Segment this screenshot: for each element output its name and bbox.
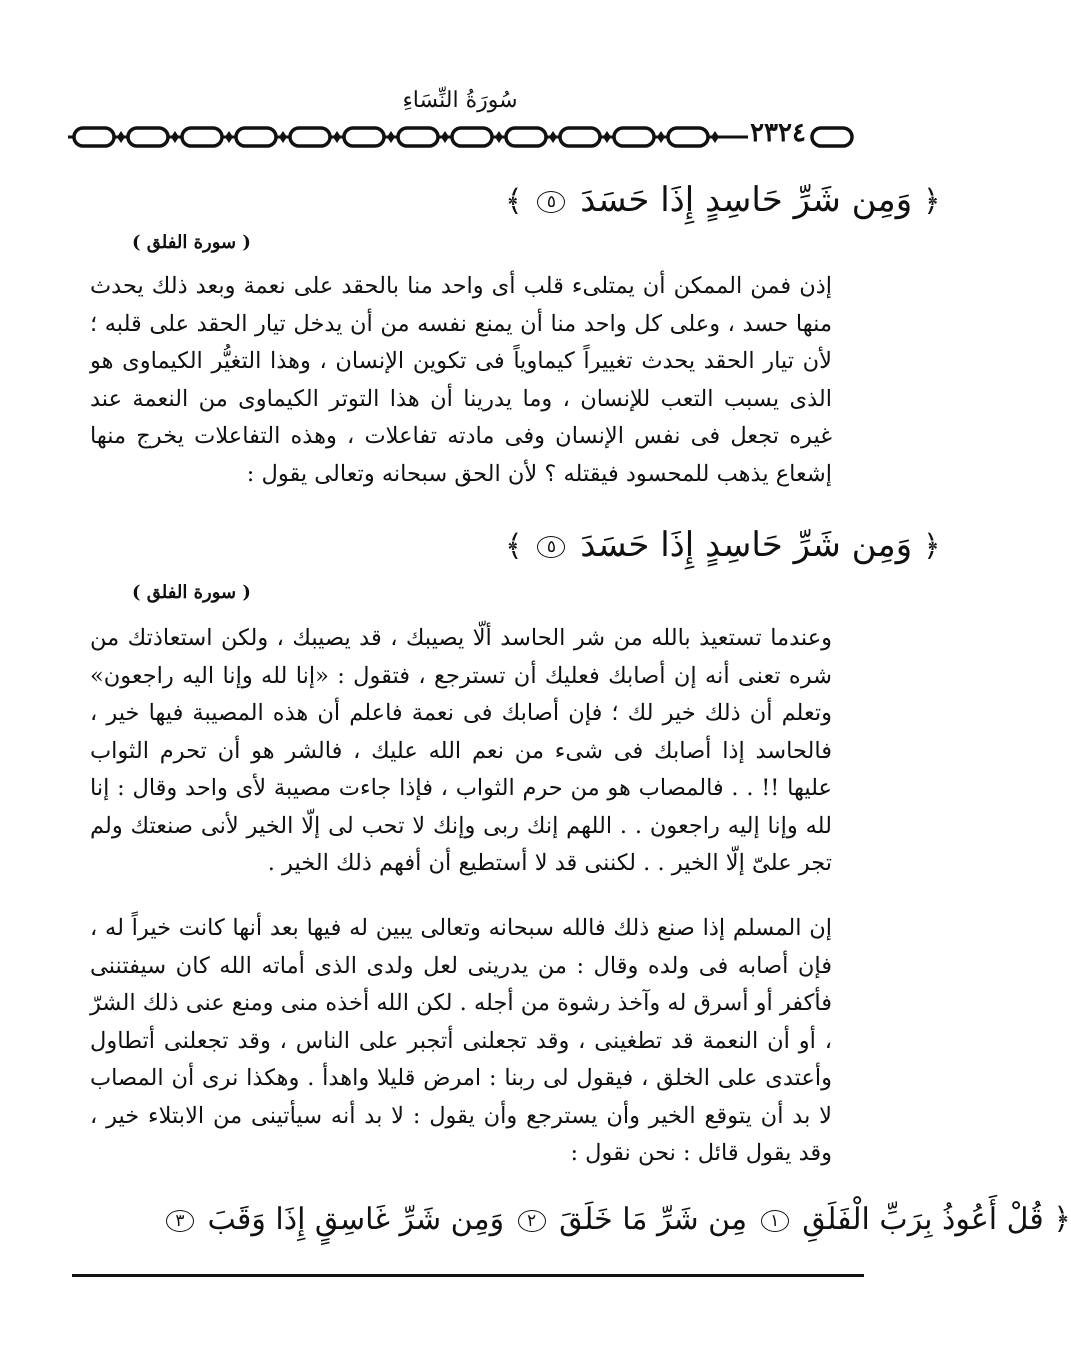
surah-title: سُورَةُ النِّسَاءِ <box>402 88 518 113</box>
verse-number: ١ <box>761 1210 789 1232</box>
verse-text: وَمِن شَرِّ غَاسِقٍ إِذَا وَقَبَ <box>207 1202 505 1237</box>
footer-rule <box>72 1274 864 1277</box>
verse-bracket-close: ﴾ <box>505 529 523 564</box>
verse-text: قُلْ أَعُوذُ بِرَبِّ الْفَلَقِ <box>802 1202 1044 1237</box>
verse-bracket-open: ﴿ <box>922 529 941 564</box>
quran-verse <box>505 525 941 565</box>
verse-number: ٥ <box>537 536 565 558</box>
paragraph <box>90 268 832 493</box>
surah-citation: ( سورة الفلق ) <box>132 232 251 253</box>
paragraph-text: إذن فمن الممكن أن يمتلىء قلب أى واحد منا بالحقد على نعمة وبعد ذلك يحدث منها حسد ، وعلى كل واحد منا أن يمنع نفسه من أن يدخل تيار الحقد على قلبه ؛ لأن تيار الحقد يحدث تغييراً كيماوياً فى تكوين الإنسان ، وهذا التغيُّر الكيماوى هو الذى يسبب التعب للإنسان ، وما يدرينا أن هذا التوتر الكيماوى من النعمة عند غيره تجعل فى نفس الإنسان وفى مادته تفاعلات ، وهذه التفاعلات يخرج منها إشعاع يذهب للمحسود فيقتله ؟ لأن الحق سبحانه وتعالى يقول : <box>90 273 832 487</box>
paragraph-text: إن المسلم إذا صنع ذلك فالله سبحانه وتعالى يبين له فيها بعد أنها كانت خيراً له ، فإن أصابه فى ولده وقال : من يدرينى لعل ولدى الذى أماته الله كان سيفتننى فأكفر أو أسرق له وآخذ رشوة من أجله . لكن الله أخذه منى ومنع عنى ذلك الشرّ ، أو أن النعمة قد تطغينى ، وقد تجعلنى أتجبر على الناس ، وقد تجعلنى أتطاول وأعتدى على الخلق ، فيقول لى ربنا : امرض قليلا واهدأ . وهكذا نرى أن المصاب لا بد أن يتوقع الخير وأن يسترجع وأن يقول : لا بد أنه سيأتينى من الابتلاء خير ، وقد يقول قائل : نحن نقول : <box>90 915 833 1166</box>
quran-verse <box>162 1202 1071 1237</box>
chain-end-ornament <box>808 124 856 150</box>
paragraph <box>90 910 832 1173</box>
chain-ornament <box>68 124 748 150</box>
verse-bracket-open: ﴿ <box>922 184 941 219</box>
page-header <box>0 0 921 160</box>
verse-bracket-close: ﴾ <box>505 184 523 219</box>
verse-text: وَمِن شَرِّ حَاسِدٍ إِذَا حَسَدَ <box>580 180 913 220</box>
verse-text: وَمِن شَرِّ حَاسِدٍ إِذَا حَسَدَ <box>580 525 913 565</box>
verse-number: ٣ <box>166 1210 194 1232</box>
paragraph-text: وعندما تستعيذ بالله من شر الحاسد ألّا يصيبك ، قد يصيبك ، ولكن استعاذتك من شره تعنى أنه إن أصابك فعليك أن تسترجع ، فتقول : «إنا لله وإنا اليه راجعون» وتعلم أن ذلك خير لك ؛ فإن أصابك فى نعمة فاعلم أن هذه المصيبة فيها خير ، فالحاسد إذا أصابك فى شىء من نعم الله عليك ، فالشر هو أن تحرم الثواب عليها !! . . فالمصاب هو من حرم الثواب ، فإذا جاءت مصيبة لأى واحد وقال : إنا لله وإنا إليه راجعون . . اللهم إنك ربى وإنك لا تحب لى إلّا الخير لأنى صنعتك ولم تجر علىّ إلّا الخير . . لكننى قد لا أستطيع أن أفهم ذلك الخير . <box>90 625 832 876</box>
verse-bracket-open: ﴿ <box>1053 1202 1071 1237</box>
page-number: ٢٣٢٤ <box>750 118 806 148</box>
verse-number: ٥ <box>537 191 565 213</box>
verse-text: مِن شَرِّ مَا خَلَقَ <box>559 1202 748 1237</box>
paragraph <box>90 620 832 883</box>
quran-verse <box>505 180 941 220</box>
verse-number: ٢ <box>518 1210 546 1232</box>
surah-citation: ( سورة الفلق ) <box>132 582 251 603</box>
